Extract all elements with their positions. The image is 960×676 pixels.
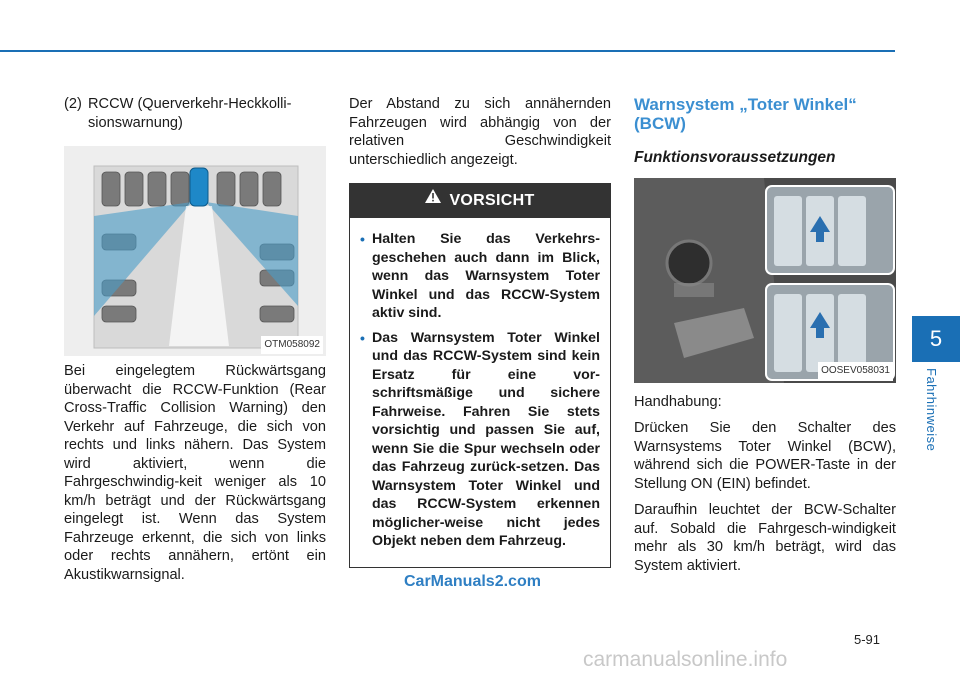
handling-step-2: Daraufhin leuchtet der BCW-Schalter auf. Sobald die Fahrgesch-windigkeit mehr als 30 km/h beträgt, wird das System aktiviert. bbox=[634, 502, 896, 574]
parking-lot-illustration bbox=[64, 146, 326, 356]
column-left bbox=[64, 95, 326, 592]
bullet-dot-icon: • bbox=[360, 329, 365, 346]
caution-header bbox=[350, 184, 610, 218]
section-title: Warnsystem „Toter Winkel“ (BCW) bbox=[634, 95, 857, 133]
caution-bullet bbox=[360, 230, 600, 323]
subsection-title: Funktionsvoraussetzungen bbox=[634, 149, 836, 166]
figure-code: OTM058092 bbox=[261, 336, 323, 355]
column-right bbox=[634, 95, 896, 583]
caution-body bbox=[350, 218, 610, 567]
header-rule bbox=[0, 50, 895, 52]
list-item-rccw bbox=[64, 95, 326, 132]
column-middle bbox=[349, 95, 611, 568]
caution-box bbox=[349, 183, 611, 568]
photo-code: OOSEV058031 bbox=[818, 362, 893, 381]
chapter-tab: 5 bbox=[912, 316, 960, 362]
warning-triangle-icon bbox=[425, 182, 441, 216]
watermark-top: CarManuals2.com bbox=[404, 573, 541, 590]
page-number: 5-91 bbox=[854, 632, 881, 647]
handling-step-1: Drücken Sie den Schalter des Warnsystems Toter Winkel (BCW), während sich die POWER-Taste in der Stellung ON (EIN) befindet. bbox=[634, 420, 896, 492]
caution-title: VORSICHT bbox=[449, 192, 535, 209]
item-text: RCCW (Querverkehr-Heckkolli-sionswarnung) bbox=[88, 96, 292, 131]
bcw-switch-photo bbox=[634, 178, 896, 383]
dashboard-photo-illustration bbox=[634, 178, 896, 383]
item-number: (2) bbox=[64, 96, 82, 112]
bullet-dot-icon: • bbox=[360, 231, 365, 247]
rccw-diagram bbox=[64, 146, 326, 356]
caution-bullet-text: Halten Sie das Verkehrs-geschehen auch dann im Blick, wenn das Warnsystem Toter Winkel und das RCCW-System aktiv sind. bbox=[372, 231, 600, 321]
handling-label: Handhabung: bbox=[634, 393, 722, 410]
chapter-label: Fahrhinweise bbox=[924, 368, 939, 452]
rccw-description: Bei eingelegtem Rückwärtsgang überwacht die RCCW-Funktion (Rear Cross-Traffic Collision Warning) den Verkehr auf Fahrzeuge, die sich von rechts und links nähern. Das System wird aktiviert, wenn die Fahrgeschwindig-keit weniger als 10 km/h beträgt und der Rückwärtsgang eingelegt ist. Wenn das System Fahrzeuge erkennt, die sich von links oder rechts annähern, ertönt ein Akustikwarnsignal. bbox=[64, 363, 326, 583]
caution-bullet-text: Das Warnsystem Toter Winkel und das RCCW-System sind kein Ersatz für eine vor-schriftsmäßige und sichere Fahrweise. Fahren Sie stets vorsichtig und passen Sie auf, wenn Sie die Spur wechseln oder das Fahrzeug zurück-setzen. Das Warnsystem Toter Winkel und das RCCW-System erkennen möglicher-weise nicht jedes Objekt neben dem Fahrzeug. bbox=[372, 329, 600, 549]
caution-bullet bbox=[360, 329, 600, 551]
watermark-bottom: carmanualsonline.info bbox=[583, 648, 788, 671]
distance-paragraph: Der Abstand zu sich annähernden Fahrzeugen wird abhängig von der relativen Geschwindigkeit unterschiedlich angezeigt. bbox=[349, 96, 611, 168]
